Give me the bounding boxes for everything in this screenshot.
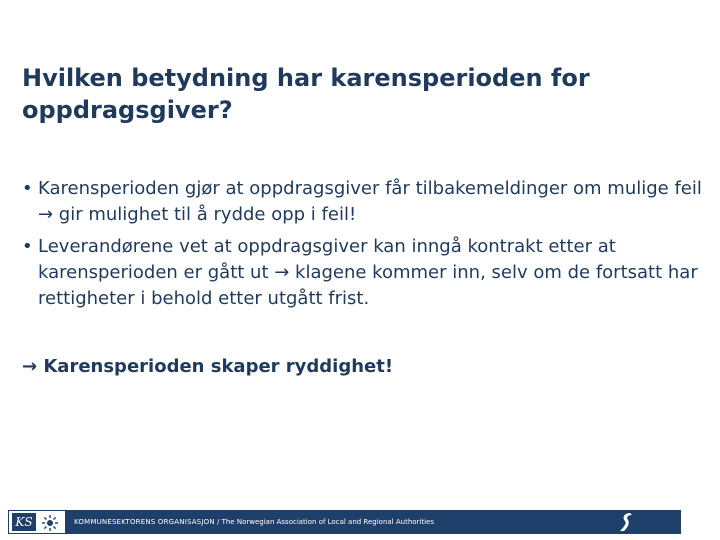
ks-logo xyxy=(8,510,66,534)
footer-organization: KOMMUNESEKTORENS ORGANISASJON xyxy=(74,518,215,526)
swoosh-icon xyxy=(614,510,638,534)
footer-separator: / xyxy=(214,518,222,526)
bullet-text: Karensperioden gjør at oppdragsgiver får tilbakemeldinger om mulige feil → gir mulighet til å rydde opp i feil! xyxy=(38,178,702,225)
conclusion-text: → Karensperioden skaper ryddighet! xyxy=(22,356,394,377)
sun-emblem-icon xyxy=(42,515,58,531)
bullet-text: Leverandørene vet at oppdragsgiver kan inngå kontrakt etter at karensperioden er gått ut → klagene kommer inn, selv om de fortsatt har rettigheter i behold etter utgått frist. xyxy=(38,236,698,309)
footer-bar xyxy=(8,510,681,534)
bullet-list xyxy=(22,176,702,318)
bullet-item xyxy=(22,176,702,228)
footer-tagline: The Norwegian Association of Local and Regional Authorities xyxy=(221,518,434,526)
ks-logo-text: KS xyxy=(12,513,36,531)
bullet-dot-icon: • xyxy=(22,236,33,257)
slide-title: Hvilken betydning har karensperioden for oppdragsgiver? xyxy=(22,64,590,124)
bullet-dot-icon: • xyxy=(22,178,33,199)
footer-text xyxy=(74,510,434,534)
bullet-item xyxy=(22,234,702,312)
